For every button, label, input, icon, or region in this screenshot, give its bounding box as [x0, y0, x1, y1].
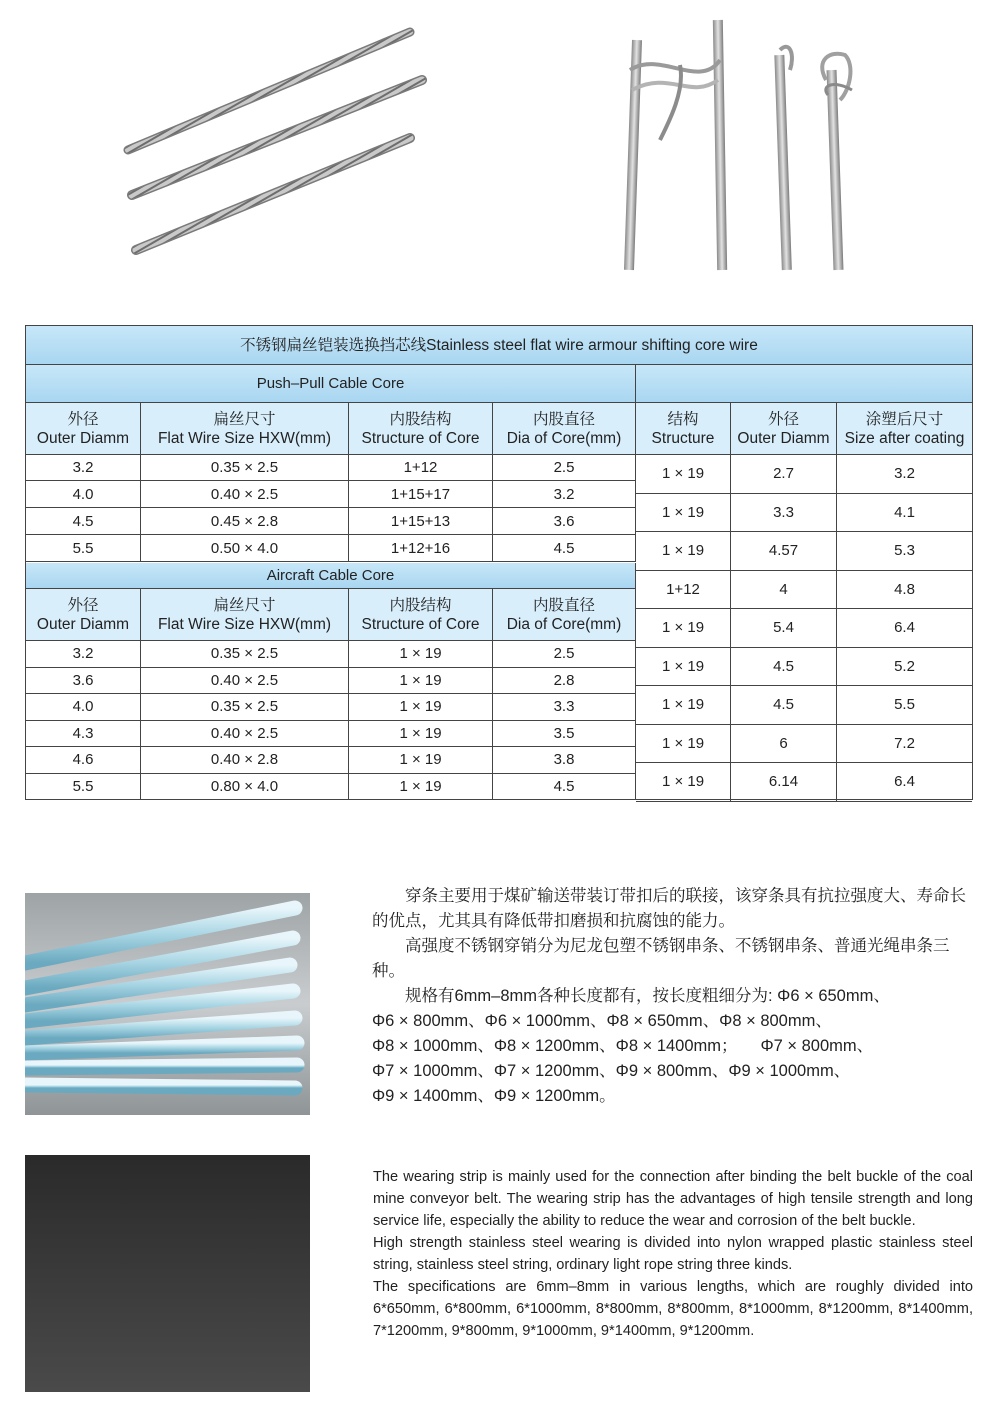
aircraft-cell: 5.5	[26, 774, 141, 800]
header-label-en: Outer Diamm	[36, 615, 130, 633]
coating-cell: 3.2	[837, 455, 972, 494]
aircraft-cell: 0.40 × 2.5	[141, 721, 349, 748]
push-pull-cell: 4.5	[493, 535, 636, 562]
coating-cell: 6.4	[837, 609, 972, 648]
push-pull-cell: 3.2	[493, 481, 636, 508]
header-label-zh: 内股结构	[389, 410, 452, 428]
coating-cell: 1+12	[636, 571, 731, 610]
coating-cell: 6	[731, 725, 837, 764]
aircraft-cell: 1 × 19	[349, 747, 493, 774]
header-label-en: Dia of Core(mm)	[506, 429, 622, 447]
coating-cell: 7.2	[837, 725, 972, 764]
english-description	[373, 1166, 973, 1342]
coating-header-2	[837, 403, 972, 455]
header-label-en: Structure of Core	[361, 615, 480, 633]
coating-cell: 4	[731, 571, 837, 610]
coating-cell: 4.5	[731, 686, 837, 725]
aircraft-cell: 4.3	[26, 721, 141, 748]
zh-paragraph-1: 穿条主要用于煤矿输送带装订带扣后的联接，该穿条具有抗拉强度大、寿命长的优点，尤其具有降低带扣磨损和抗腐蚀的能力。	[372, 887, 966, 930]
push-pull-cell: 0.50 × 4.0	[141, 535, 349, 562]
push-pull-cell: 2.5	[493, 455, 636, 481]
coating-cell: 5.5	[837, 686, 972, 725]
push-pull-header-2	[349, 403, 493, 455]
coating-cell: 1 × 19	[636, 686, 731, 725]
push-pull-cell: 0.40 × 2.5	[141, 481, 349, 508]
coating-cell: 4.1	[837, 494, 972, 533]
coating-cell: 4.8	[837, 571, 972, 610]
push-pull-cell: 4.5	[26, 508, 141, 535]
en-paragraph-1: The wearing strip is mainly used for the connection after binding the belt buckle of the coal mine conveyor belt. The wearing strip has the advantages of high tensile strength and long service life, especially the ability to reduce the wear and corrosion of the belt buckle.	[373, 1169, 973, 1229]
push-pull-cell: 3.2	[26, 455, 141, 481]
unwound-wires-photo	[590, 10, 900, 280]
coating-header-1	[731, 403, 837, 455]
aircraft-cell: 1 × 19	[349, 694, 493, 721]
coating-cell: 5.3	[837, 532, 972, 571]
coating-cell: 5.2	[837, 648, 972, 687]
header-label-zh: 内股直径	[532, 410, 595, 428]
coating-section-header	[636, 365, 972, 403]
en-paragraph-2: High strength stainless steel wearing is divided into nylon wrapped plastic stainless steel string, stainless steel string, ordinary light rope string three kinds.	[373, 1235, 973, 1273]
table-title: 不锈钢扁丝铠装选换挡芯线Stainless steel flat wire armour shifting core wire	[26, 326, 972, 365]
header-label-en: Structure of Core	[361, 429, 480, 447]
header-label-en: Outer Diamm	[737, 429, 830, 447]
aircraft-cell: 1 × 19	[349, 668, 493, 695]
zh-spec-line-4: Φ9 × 1400mm、Φ9 × 1200mm。	[372, 1087, 616, 1105]
aircraft-cell: 0.80 × 4.0	[141, 774, 349, 800]
coating-cell: 1 × 19	[636, 648, 731, 687]
coating-cell: 3.3	[731, 494, 837, 533]
coating-cell: 1 × 19	[636, 609, 731, 648]
push-pull-cell: 3.6	[493, 508, 636, 535]
aircraft-cell: 0.40 × 2.5	[141, 668, 349, 695]
header-label-en: Dia of Core(mm)	[506, 615, 622, 633]
aircraft-cell: 3.6	[26, 668, 141, 695]
stainless-strips-photo	[25, 1155, 310, 1392]
aircraft-cell: 3.3	[493, 694, 636, 721]
zh-spec-line-3: Φ7 × 1000mm、Φ7 × 1200mm、Φ9 × 800mm、Φ9 × 1000mm、	[372, 1062, 851, 1080]
coating-cell: 1 × 19	[636, 455, 731, 494]
chinese-description	[372, 884, 972, 1109]
push-pull-cell: 4.0	[26, 481, 141, 508]
aircraft-cell: 4.0	[26, 694, 141, 721]
spec-table	[25, 325, 973, 800]
aircraft-cell: 1 × 19	[349, 774, 493, 800]
zh-spec-line-2: Φ8 × 1000mm、Φ8 × 1200mm、Φ8 × 1400mm； Φ7 × 800mm、	[372, 1037, 874, 1055]
wire-left-pair	[624, 20, 727, 270]
coating-cell: 6.14	[731, 763, 837, 802]
zh-paragraph-2: 高强度不锈钢穿销分为尼龙包塑不锈钢串条、不锈钢串条、普通光绳串条三种。	[372, 937, 950, 980]
push-pull-cell: 1+15+13	[349, 508, 493, 535]
aircraft-cell: 3.2	[26, 641, 141, 668]
coating-cell: 1 × 19	[636, 494, 731, 533]
wire-middle	[774, 47, 792, 270]
coating-cell: 5.4	[731, 609, 837, 648]
push-pull-cell: 1+15+17	[349, 481, 493, 508]
aircraft-cell: 4.5	[493, 774, 636, 800]
push-pull-cell: 1+12	[349, 455, 493, 481]
push-pull-header-3	[493, 403, 636, 455]
aircraft-cell: 3.5	[493, 721, 636, 748]
aircraft-header-3	[493, 589, 636, 641]
aircraft-header-1	[141, 589, 349, 641]
aircraft-cell: 4.6	[26, 747, 141, 774]
rod-2	[132, 80, 422, 195]
aircraft-cell: 2.5	[493, 641, 636, 668]
header-label-en: Size after coating	[844, 429, 965, 447]
header-label-en: Outer Diamm	[36, 429, 130, 447]
rod-1	[128, 32, 410, 150]
aircraft-cell: 3.8	[493, 747, 636, 774]
header-label-en: Structure	[651, 429, 715, 447]
header-label-zh: 扁丝尺寸	[213, 596, 276, 614]
push-pull-header-1	[141, 403, 349, 455]
header-label-zh: 涂塑后尺寸	[865, 410, 944, 428]
header-label-zh: 外径	[767, 410, 799, 428]
push-pull-cell: 5.5	[26, 535, 141, 562]
coating-cell: 6.4	[837, 763, 972, 802]
header-label-zh: 内股结构	[389, 596, 452, 614]
coating-cell: 1 × 19	[636, 725, 731, 764]
aircraft-cell: 0.35 × 2.5	[141, 641, 349, 668]
wire-right	[822, 54, 852, 270]
header-label-zh: 扁丝尺寸	[213, 410, 276, 428]
header-label-zh: 外径	[67, 410, 99, 428]
coating-cell: 1 × 19	[636, 532, 731, 571]
zh-paragraph-3: 规格有6mm–8mm各种长度都有，按长度粗细分为: Φ6 × 650mm、	[405, 987, 890, 1005]
push-pull-cell: 0.45 × 2.8	[141, 508, 349, 535]
aircraft-header-0	[26, 589, 141, 641]
rod-3	[136, 138, 410, 250]
aircraft-cell: 0.35 × 2.5	[141, 694, 349, 721]
coating-header-0	[636, 403, 731, 455]
en-paragraph-3: The specifications are 6mm–8mm in various lengths, which are roughly divided into 6*650mm, 6*800mm, 6*1000mm, 8*800mm, 8*800mm, 8*1000mm, 8*1200mm, 8*1400mm, 7*1200mm, 9*800mm, 9*1000mm, 9*1400mm, 9*1200mm.	[373, 1279, 973, 1339]
header-label-en: Flat Wire Size HXW(mm)	[157, 615, 332, 633]
header-label-zh: 结构	[667, 410, 699, 428]
header-label-zh: 内股直径	[532, 596, 595, 614]
header-label-en: Flat Wire Size HXW(mm)	[157, 429, 332, 447]
aircraft-cell: 1 × 19	[349, 721, 493, 748]
coating-cell: 4.57	[731, 532, 837, 571]
aircraft-header-2	[349, 589, 493, 641]
aircraft-section-title: Aircraft Cable Core	[26, 563, 636, 589]
push-pull-section-title: Push–Pull Cable Core	[26, 365, 636, 403]
coating-cell: 4.5	[731, 648, 837, 687]
coating-cell: 1 × 19	[636, 763, 731, 802]
push-pull-header-0	[26, 403, 141, 455]
coating-cell: 2.7	[731, 455, 837, 494]
aircraft-cell: 0.40 × 2.8	[141, 747, 349, 774]
aircraft-cell: 1 × 19	[349, 641, 493, 668]
aircraft-cell: 2.8	[493, 668, 636, 695]
zh-spec-line-1: Φ6 × 800mm、Φ6 × 1000mm、Φ8 × 650mm、Φ8 × 800mm、	[372, 1012, 832, 1030]
push-pull-cell: 0.35 × 2.5	[141, 455, 349, 481]
header-label-zh: 外径	[67, 596, 99, 614]
push-pull-cell: 1+12+16	[349, 535, 493, 562]
coated-strips-photo	[25, 893, 310, 1115]
armoured-rods-photo	[110, 10, 440, 270]
